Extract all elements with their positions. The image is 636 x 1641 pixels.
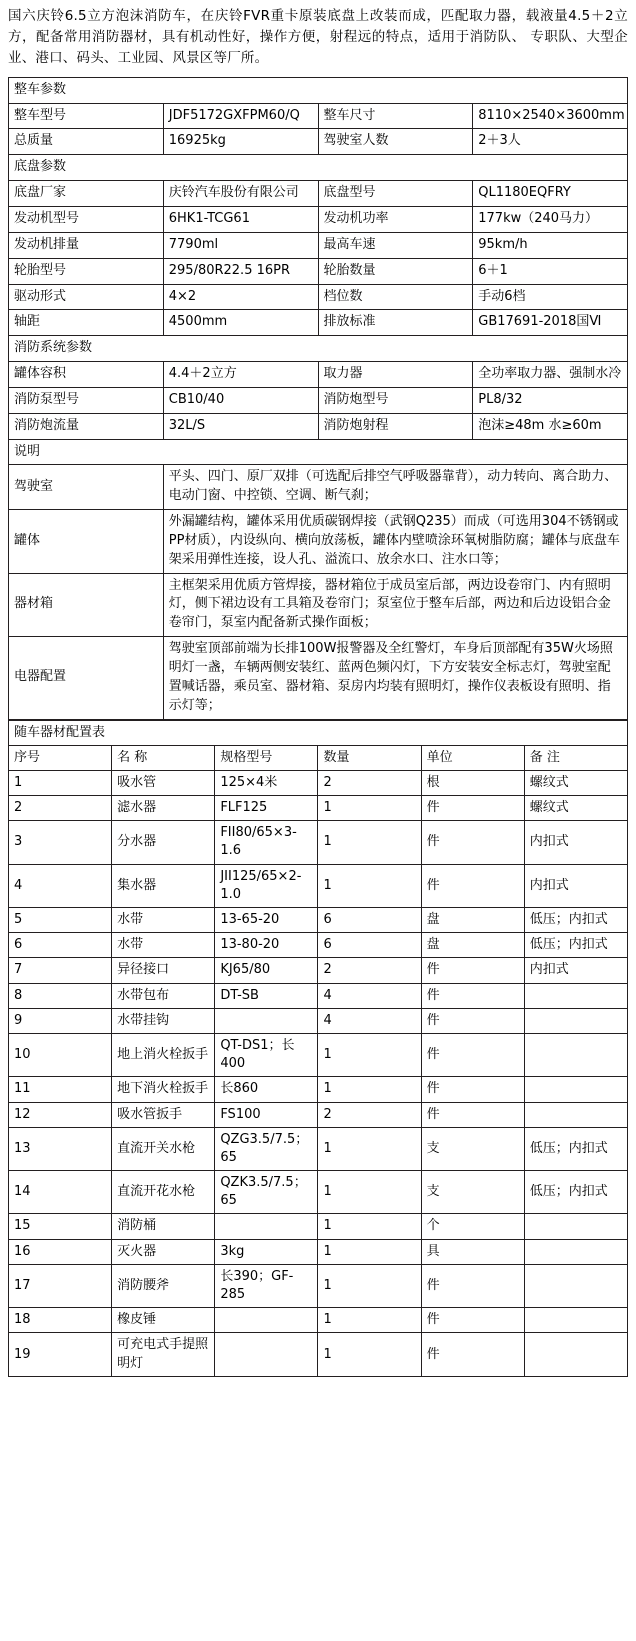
row-label: 电器配置	[9, 637, 164, 719]
cell-qty: 6	[318, 933, 421, 958]
cell-qty: 1	[318, 1264, 421, 1307]
row-value: 泡沫≥48m 水≥60m	[473, 413, 628, 439]
cell-no: 13	[9, 1127, 112, 1170]
cell-model: FII80/65×3-1.6	[215, 821, 318, 864]
row-value: 95km/h	[473, 232, 628, 258]
table-row	[9, 983, 628, 1008]
row-label: 取力器	[318, 362, 473, 388]
row-value: 外漏罐结构，罐体采用优质碳钢焊接（武钢Q235）而成（可选用304不锈钢或PP材质），内设纵向、横向放荡板，罐体内壁喷涂环氧树脂防腐；罐体与底盘车架采用弹性连接，设人孔、溢流口、放余水口、注水口等；	[163, 510, 627, 574]
cell-unit: 根	[421, 770, 524, 795]
table-row	[9, 821, 628, 864]
row-label: 消防炮射程	[318, 413, 473, 439]
table-row	[9, 573, 628, 637]
row-value: 177kw（240马力）	[473, 206, 628, 232]
cell-model: KJ65/80	[215, 958, 318, 983]
cell-qty: 1	[318, 1239, 421, 1264]
section-header-chassis	[9, 155, 628, 181]
cell-unit: 件	[421, 958, 524, 983]
row-label: 排放标准	[318, 310, 473, 336]
cell-note: 内扣式	[524, 864, 627, 907]
cell-note: 低压；内扣式	[524, 1127, 627, 1170]
cell-name: 地下消火栓扳手	[112, 1077, 215, 1102]
column-header-name: 名 称	[112, 745, 215, 770]
table-row	[9, 1171, 628, 1214]
cell-name: 异径接口	[112, 958, 215, 983]
equipment-header-row	[9, 745, 628, 770]
table-row	[9, 1127, 628, 1170]
cell-qty: 1	[318, 796, 421, 821]
cell-no: 1	[9, 770, 112, 795]
cell-name: 水带	[112, 908, 215, 933]
cell-note: 低压；内扣式	[524, 1171, 627, 1214]
row-label: 发动机功率	[318, 206, 473, 232]
cell-qty: 1	[318, 821, 421, 864]
cell-model: JII125/65×2-1.0	[215, 864, 318, 907]
row-value: 庆铃汽车股份有限公司	[163, 181, 318, 207]
cell-no: 19	[9, 1333, 112, 1376]
cell-unit: 件	[421, 1264, 524, 1307]
column-header-model: 规格型号	[215, 745, 318, 770]
cell-unit: 个	[421, 1214, 524, 1239]
section-header-description	[9, 439, 628, 465]
section-title: 整车参数	[9, 77, 628, 103]
cell-unit: 盘	[421, 908, 524, 933]
cell-unit: 具	[421, 1239, 524, 1264]
cell-name: 水带	[112, 933, 215, 958]
column-header-qty: 数量	[318, 745, 421, 770]
row-label: 消防泵型号	[9, 387, 164, 413]
table-row	[9, 1264, 628, 1307]
row-value: CB10/40	[163, 387, 318, 413]
cell-unit: 件	[421, 983, 524, 1008]
cell-note	[524, 1102, 627, 1127]
table-row	[9, 129, 628, 155]
cell-no: 9	[9, 1008, 112, 1033]
table-row	[9, 258, 628, 284]
cell-no: 6	[9, 933, 112, 958]
row-value: 驾驶室顶部前端为长排100W报警器及全红警灯，车身后顶部配有35W火场照明灯一盏，车辆两侧安装红、蓝两色频闪灯，下方安装安全标志灯，驾驶室配置喊话器，乘员室、器材箱、泵房内均装有照明灯，操作仪表板设有照明、指示灯等；	[163, 637, 627, 719]
row-value: 6＋1	[473, 258, 628, 284]
cell-note	[524, 1264, 627, 1307]
cell-name: 吸水管扳手	[112, 1102, 215, 1127]
table-row	[9, 1077, 628, 1102]
cell-name: 灭火器	[112, 1239, 215, 1264]
table-row	[9, 206, 628, 232]
cell-unit: 件	[421, 1102, 524, 1127]
vehicle-spec-table	[8, 77, 628, 720]
cell-model	[215, 1308, 318, 1333]
table-row	[9, 181, 628, 207]
cell-note	[524, 1333, 627, 1376]
cell-note	[524, 1033, 627, 1076]
cell-note: 螺纹式	[524, 796, 627, 821]
row-label: 罐体	[9, 510, 164, 574]
cell-name: 水带挂钩	[112, 1008, 215, 1033]
cell-note	[524, 1239, 627, 1264]
cell-model: 长390；GF-285	[215, 1264, 318, 1307]
cell-unit: 件	[421, 1308, 524, 1333]
cell-qty: 2	[318, 1102, 421, 1127]
table-row	[9, 387, 628, 413]
table-row	[9, 1033, 628, 1076]
row-label: 整车型号	[9, 103, 164, 129]
table-row	[9, 796, 628, 821]
row-value: 手动6档	[473, 284, 628, 310]
cell-qty: 1	[318, 1171, 421, 1214]
cell-model: 13-65-20	[215, 908, 318, 933]
column-header-no: 序号	[9, 745, 112, 770]
row-value: 4×2	[163, 284, 318, 310]
cell-no: 18	[9, 1308, 112, 1333]
row-value: 4.4＋2立方	[163, 362, 318, 388]
cell-name: 橡皮锤	[112, 1308, 215, 1333]
table-row	[9, 1102, 628, 1127]
table-row	[9, 1239, 628, 1264]
table-row	[9, 510, 628, 574]
cell-note	[524, 1214, 627, 1239]
table-row	[9, 103, 628, 129]
cell-name: 滤水器	[112, 796, 215, 821]
cell-note: 螺纹式	[524, 770, 627, 795]
row-label: 消防炮型号	[318, 387, 473, 413]
table-row	[9, 1308, 628, 1333]
cell-model: QT-DS1；长400	[215, 1033, 318, 1076]
cell-name: 直流开花水枪	[112, 1171, 215, 1214]
cell-name: 地上消火栓扳手	[112, 1033, 215, 1076]
cell-qty: 6	[318, 908, 421, 933]
cell-model: FLF125	[215, 796, 318, 821]
row-value: 4500mm	[163, 310, 318, 336]
equipment-table	[8, 720, 628, 1377]
cell-model: 3kg	[215, 1239, 318, 1264]
row-label: 整车尺寸	[318, 103, 473, 129]
table-row	[9, 770, 628, 795]
cell-no: 16	[9, 1239, 112, 1264]
cell-note: 低压；内扣式	[524, 908, 627, 933]
row-value: 主框架采用优质方管焊接，器材箱位于成员室后部，两边设卷帘门、内有照明灯，侧下裙边设有工具箱及卷帘门；泵室位于整车后部，两边和后边设铝合金卷帘门，泵室内配备新式操作面板；	[163, 573, 627, 637]
row-label: 发动机排量	[9, 232, 164, 258]
cell-qty: 4	[318, 983, 421, 1008]
cell-name: 可充电式手提照明灯	[112, 1333, 215, 1376]
table-row	[9, 908, 628, 933]
cell-unit: 件	[421, 1077, 524, 1102]
cell-no: 11	[9, 1077, 112, 1102]
row-label: 罐体容积	[9, 362, 164, 388]
cell-no: 12	[9, 1102, 112, 1127]
equipment-title-row	[9, 720, 628, 745]
cell-qty: 2	[318, 958, 421, 983]
cell-model: QZK3.5/7.5；65	[215, 1171, 318, 1214]
cell-qty: 2	[318, 770, 421, 795]
cell-no: 7	[9, 958, 112, 983]
cell-unit: 件	[421, 864, 524, 907]
section-title: 底盘参数	[9, 155, 628, 181]
row-value: 平头、四门、原厂双排（可选配后排空气呼吸器靠背），动力转向、离合助力、电动门窗、中控锁、空调、断气刹；	[163, 465, 627, 510]
section-header-vehicle	[9, 77, 628, 103]
row-label: 底盘厂家	[9, 181, 164, 207]
row-value: 295/80R22.5 16PR	[163, 258, 318, 284]
cell-model: FS100	[215, 1102, 318, 1127]
cell-qty: 1	[318, 1077, 421, 1102]
table-row	[9, 1214, 628, 1239]
cell-note	[524, 1077, 627, 1102]
intro-paragraph: 国六庆铃6.5立方泡沫消防车，在庆铃FVR重卡原装底盘上改装而成，匹配取力器，载液量4.5＋2立方，配备常用消防器材，具有机动性好，操作方便，射程远的特点，适用于消防队、 专职队、大型企业、港口、码头、工业园、风景区等厂所。	[8, 8, 628, 66]
cell-name: 吸水管	[112, 770, 215, 795]
row-value: 16925kg	[163, 129, 318, 155]
cell-unit: 件	[421, 1333, 524, 1376]
table-row	[9, 864, 628, 907]
row-label: 消防炮流量	[9, 413, 164, 439]
row-label: 底盘型号	[318, 181, 473, 207]
row-label: 最高车速	[318, 232, 473, 258]
cell-model: QZG3.5/7.5；65	[215, 1127, 318, 1170]
cell-name: 直流开关水枪	[112, 1127, 215, 1170]
cell-unit: 件	[421, 821, 524, 864]
cell-qty: 1	[318, 1214, 421, 1239]
cell-note: 内扣式	[524, 958, 627, 983]
row-label: 轮胎数量	[318, 258, 473, 284]
section-title: 说明	[9, 439, 628, 465]
row-value: 2＋3人	[473, 129, 628, 155]
row-label: 轴距	[9, 310, 164, 336]
section-title: 消防系统参数	[9, 336, 628, 362]
cell-model: 13-80-20	[215, 933, 318, 958]
cell-unit: 支	[421, 1127, 524, 1170]
cell-qty: 1	[318, 1308, 421, 1333]
table-row	[9, 284, 628, 310]
cell-model	[215, 1333, 318, 1376]
row-value: 6HK1-TCG61	[163, 206, 318, 232]
cell-note: 内扣式	[524, 821, 627, 864]
table-row	[9, 362, 628, 388]
cell-qty: 1	[318, 1127, 421, 1170]
row-value: 32L/S	[163, 413, 318, 439]
cell-note: 低压；内扣式	[524, 933, 627, 958]
row-value: 7790ml	[163, 232, 318, 258]
table-row	[9, 413, 628, 439]
section-header-fire-system	[9, 336, 628, 362]
table-row	[9, 232, 628, 258]
row-label: 驾驶室	[9, 465, 164, 510]
cell-model	[215, 1214, 318, 1239]
cell-note	[524, 983, 627, 1008]
row-label: 轮胎型号	[9, 258, 164, 284]
column-header-note: 备 注	[524, 745, 627, 770]
row-label: 发动机型号	[9, 206, 164, 232]
cell-name: 集水器	[112, 864, 215, 907]
row-label: 器材箱	[9, 573, 164, 637]
table-row	[9, 310, 628, 336]
cell-qty: 1	[318, 1033, 421, 1076]
cell-no: 17	[9, 1264, 112, 1307]
cell-note	[524, 1008, 627, 1033]
row-value: JDF5172GXFPM60/Q	[163, 103, 318, 129]
cell-no: 10	[9, 1033, 112, 1076]
table-row	[9, 1008, 628, 1033]
cell-qty: 4	[318, 1008, 421, 1033]
cell-model: 125×4米	[215, 770, 318, 795]
cell-no: 5	[9, 908, 112, 933]
row-value: 8110×2540×3600mm	[473, 103, 628, 129]
row-value: QL1180EQFRY	[473, 181, 628, 207]
cell-no: 14	[9, 1171, 112, 1214]
cell-model: DT-SB	[215, 983, 318, 1008]
cell-unit: 盘	[421, 933, 524, 958]
cell-unit: 件	[421, 1008, 524, 1033]
row-label: 总质量	[9, 129, 164, 155]
section-title: 随车器材配置表	[9, 720, 628, 745]
row-label: 档位数	[318, 284, 473, 310]
cell-name: 消防桶	[112, 1214, 215, 1239]
table-row	[9, 933, 628, 958]
table-row	[9, 637, 628, 719]
row-value: GB17691-2018国Ⅵ	[473, 310, 628, 336]
cell-model	[215, 1008, 318, 1033]
cell-unit: 件	[421, 1033, 524, 1076]
table-row	[9, 958, 628, 983]
column-header-unit: 单位	[421, 745, 524, 770]
cell-unit: 支	[421, 1171, 524, 1214]
row-label: 驱动形式	[9, 284, 164, 310]
cell-name: 水带包布	[112, 983, 215, 1008]
row-value: PL8/32	[473, 387, 628, 413]
cell-note	[524, 1308, 627, 1333]
table-row	[9, 1333, 628, 1376]
table-row	[9, 465, 628, 510]
cell-qty: 1	[318, 1333, 421, 1376]
row-label: 驾驶室人数	[318, 129, 473, 155]
cell-unit: 件	[421, 796, 524, 821]
cell-no: 2	[9, 796, 112, 821]
cell-no: 15	[9, 1214, 112, 1239]
cell-model: 长860	[215, 1077, 318, 1102]
cell-qty: 1	[318, 864, 421, 907]
cell-name: 分水器	[112, 821, 215, 864]
cell-no: 8	[9, 983, 112, 1008]
row-value: 全功率取力器、强制水冷	[473, 362, 628, 388]
cell-no: 3	[9, 821, 112, 864]
cell-no: 4	[9, 864, 112, 907]
cell-name: 消防腰斧	[112, 1264, 215, 1307]
